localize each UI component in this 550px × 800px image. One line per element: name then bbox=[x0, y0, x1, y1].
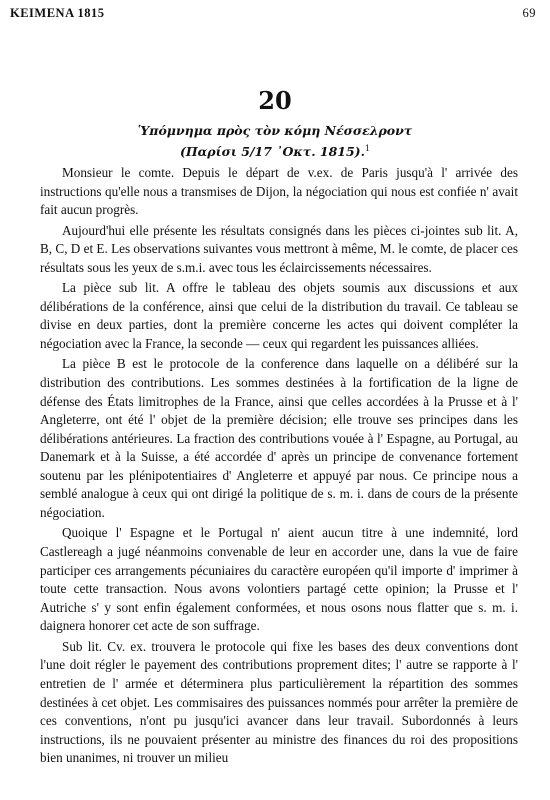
document-title-line-2 bbox=[0, 140, 550, 161]
document-date: (Παρίσι 5/17 ᾽Οκτ. 1815). bbox=[179, 144, 365, 160]
paragraph: Aujourd'hui elle présente les résultats consignés dans les pièces ci-jointes sub lit. A, B, C, D et E. Les observations suivantes vous mettront à même, M. le comte, de placer ces résultats sous les yeux de s.m.i. avec tous les éclaircissements nécessaires. bbox=[40, 222, 518, 275]
paragraph: La pièce sub lit. A offre le tableau des objets soumis aux discussions et aux délibérations de la conférence, ainsi que celui de la distribution du travail. Ce tableau se divise en deux parties, dont la première concerne les actes qui doivent compléter la négociation avec la France, la seconde — ceux qui regardent les puissances alliées. bbox=[40, 280, 518, 351]
paragraph: La pièce B est le protocole de la conference dans laquelle on a délibéré sur la distribution des contributions. Les sommes destinées à la fortification de la ligne de défense des États limitrophes de la France, ainsi que celles accordées à la Prusse et à l' Angleterre, ont été l' objet de la première décision; elle trouve ses principes dans les délibérations antérieures. La fraction des contributions vouée à l' Espagne, au Portugal, au Danemark et à la Suisse, a été accordée d' après un principe de convenance fortement soutenu par les plénipotentiaires d' Angleterre et appuyé par nous. Ce principe nous a semblé analogue à ceux qui ont dirigé la politique de s. m. i. dans de cours de la présente négociation. bbox=[40, 356, 518, 521]
paragraph: Monsieur le comte. Depuis le départ de v.ex. de Paris jusqu'à l' arrivée des instructions qu'elle nous a transmises de Dijon, la négociation qui nous est confiée n' avait fait aucun progrès. bbox=[40, 165, 518, 218]
running-title: KEIMENA 1815 bbox=[10, 6, 105, 20]
page-number: 69 bbox=[522, 6, 536, 20]
running-header bbox=[10, 6, 536, 30]
footnote-marker: 1 bbox=[364, 144, 371, 153]
document-number: 20 bbox=[258, 86, 292, 115]
document-title bbox=[0, 122, 550, 161]
paragraph: Sub lit. Cv. ex. trouvera le protocole qui fixe les bases des deux conventions dont l'une doit régler le payement des contributions proprement dites; l' autre se rapporte à l' entretien de l' armée et déterminera plus particulièrement la répartition des sommes destinées à cet objet. Les commisaires des puissances nommés pour arrêter la première de ces conventions, n'ont pu jusqu'ici avancer dans leur travail. Subordonnés à leurs instructions, ils ne pouvaient présenter au ministre des finances du roi des propositions bien unanimes, ni trouver un milieu bbox=[40, 638, 518, 766]
document-title-line-1: Ὑπόμνημα πρὸς τὸν κόμη Νέσσελροντ bbox=[137, 123, 413, 138]
paragraph: Quoique l' Espagne et le Portugal n' aient aucun titre à une indemnité, lord Castlereagh a jugé néanmoins convenable de leur en accorder une, dans la vue de faire participer ces arrangements pécuniaires du caractère européen qu'il importe d' imprimer à toute cette transaction. Nous avons volontiers partagé cette opinion; la Prusse et l' Autriche s' y sont enfin également conformées, et nous osons nous flatter que s. m. i. daignera honorer cet acte de son suffrage. bbox=[40, 525, 518, 634]
body-text bbox=[40, 164, 518, 770]
